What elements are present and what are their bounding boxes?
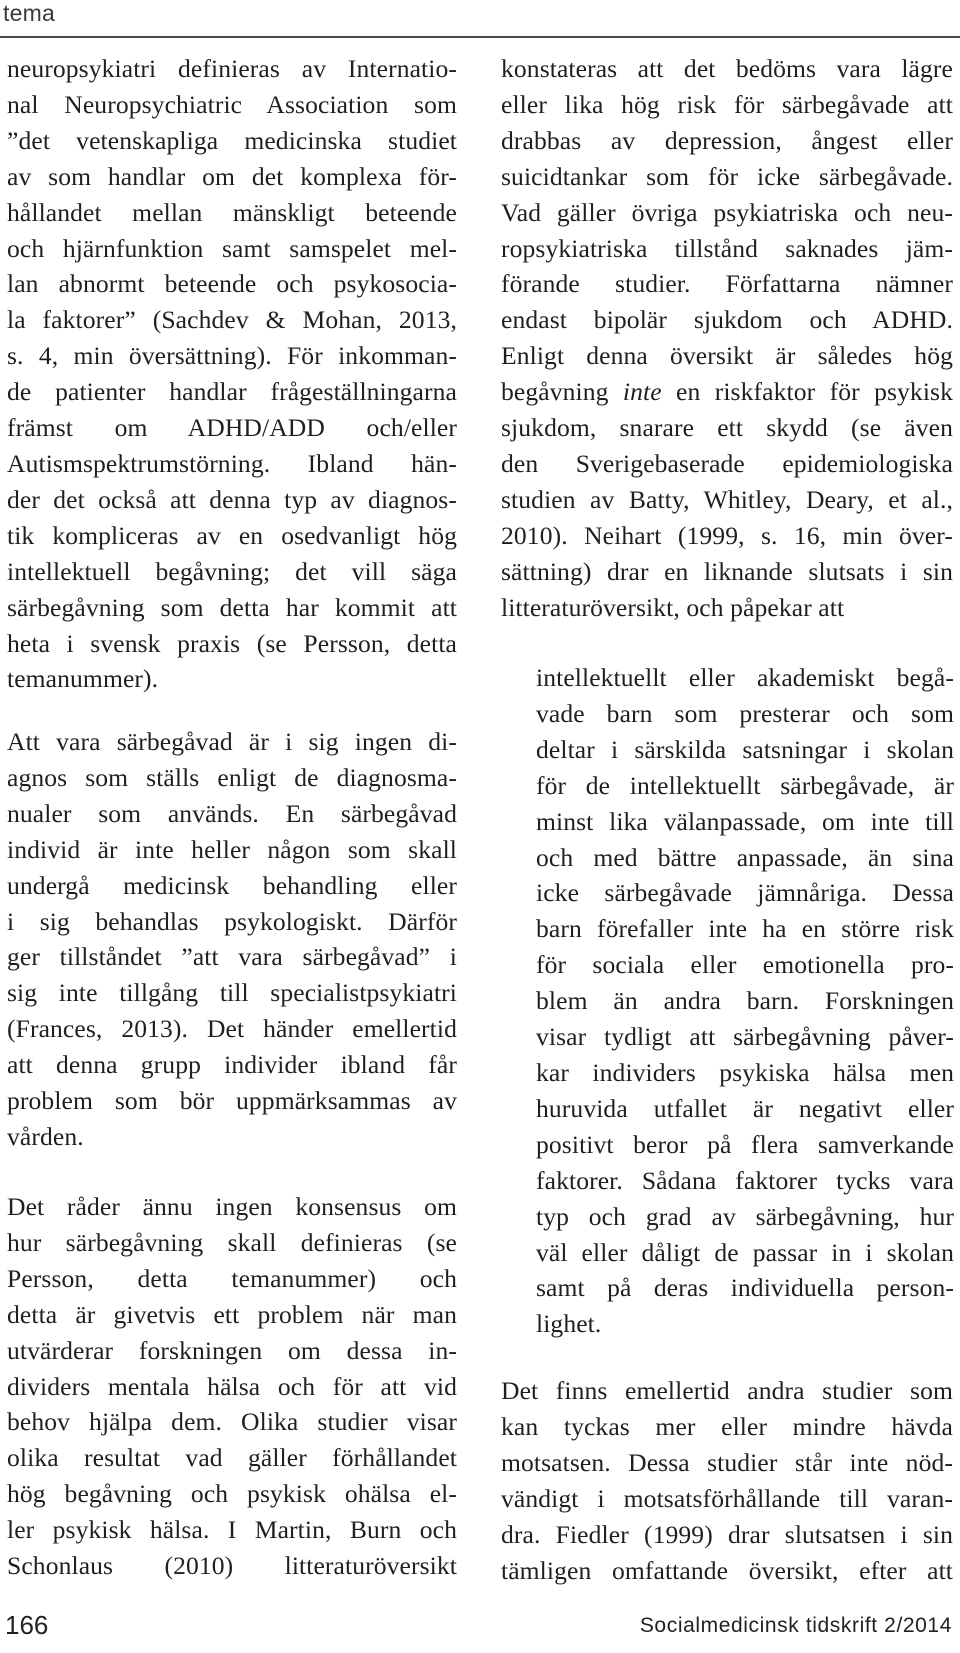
text-line: att denna grupp individer ibland får: [7, 1050, 457, 1080]
text-line: Vad gäller övriga psykiatriska och neu-: [501, 197, 953, 227]
text-line: suicidtankar som för icke särbegåvade.: [501, 161, 953, 191]
text-line: främst om ADHD/ADD och/eller: [7, 413, 457, 443]
text-line: kan tyckas mer eller mindre hävda: [501, 1411, 953, 1441]
text-line: studien av Batty, Whitley, Deary, et al.,: [501, 484, 953, 514]
text-line: ler psykisk hälsa. I Martin, Burn och: [7, 1515, 457, 1545]
right-paragraph-1: [501, 51, 953, 626]
text-line: ”det vetenskapliga medicinska studiet: [7, 125, 457, 155]
text-line: i sig behandlas psykologiskt. Därför: [7, 906, 457, 936]
text-line: utvärderar forskningen om dessa in-: [7, 1335, 457, 1365]
text-line: Autismspektrumstörning. Ibland hän-: [7, 448, 457, 478]
text-line: och hjärnfunktion samt samspelet mel-: [7, 233, 457, 263]
text-line: individ är inte heller någon som skall: [7, 834, 457, 864]
text-line: dra. Fiedler (1999) drar slutsatsen i sin: [501, 1519, 953, 1549]
text-line: hållandet mellan mänskligt beteende: [7, 197, 457, 227]
text-line: neuropsykiatri definieras av Internatio-: [7, 54, 457, 83]
text-line: vade barn som presterar och som: [536, 698, 954, 728]
text-line: tämligen omfattande översikt, efter att: [501, 1555, 953, 1585]
header-rule: [0, 36, 960, 38]
block-quote: [536, 660, 954, 1342]
text-line: samt på deras individuella person-: [536, 1273, 954, 1303]
text-line: ger tillståndet ”att vara särbegåvad” i: [7, 942, 457, 972]
text-line: visar tydligt att särbegåvning påver-: [536, 1022, 954, 1052]
page-number: 166: [5, 1610, 49, 1640]
text-line: der det också att denna typ av diagnos-: [7, 484, 457, 514]
text-line: väl eller dåligt de passar in i skolan: [536, 1237, 954, 1267]
text-line: konstateras att det bedöms vara lägre: [501, 54, 953, 83]
text-line: den Sverigebaserade epidemiologiska: [501, 448, 953, 478]
left-paragraph-2: [7, 724, 457, 1155]
text-line: intellektuellt eller akademiskt begå-: [536, 663, 954, 692]
text-line: tik kompliceras av en osedvanligt hög: [7, 520, 457, 550]
text-line: heta i svensk praxis (se Persson, detta: [7, 628, 457, 658]
text-line: vården.: [7, 1121, 84, 1151]
text-line: Persson, detta temanummer) och: [7, 1263, 457, 1293]
text-line: Det råder ännu ingen konsensus om: [7, 1192, 457, 1221]
left-paragraph-3: [7, 1189, 457, 1584]
text-line: lighet.: [536, 1309, 602, 1339]
journal-name: Socialmedicinsk tidskrift 2/2014: [639, 1614, 952, 1637]
text-line: positivt beror på flera samverkande: [536, 1129, 954, 1159]
text-line: av som handlar om det komplexa för-: [7, 161, 457, 191]
text-line: olika resultat vad gäller förhållandet: [7, 1443, 457, 1473]
text-line: (Frances, 2013). Det händer emellertid: [7, 1014, 457, 1044]
text-line: huruvida utfallet är negativt eller: [536, 1093, 954, 1123]
text-line: intellektuell begåvning; det vill säga: [7, 556, 457, 586]
right-paragraph-2: [501, 1373, 953, 1588]
text-line: hur särbegåvning skall definieras (se: [7, 1227, 457, 1257]
text-line: blem än andra barn. Forskningen: [536, 986, 954, 1016]
section-tag: tema: [3, 0, 55, 26]
text-line: och med bättre anpassade, än sina: [536, 842, 954, 872]
text-line: icke särbegåvade jämnåriga. Dessa: [536, 878, 954, 908]
text-line: temanummer).: [7, 664, 159, 694]
text-line: förande studier. Författarna nämner: [501, 269, 953, 299]
text-line: faktorer. Sådana faktorer tycks vara: [536, 1165, 954, 1195]
text-line: eller lika hög risk för särbegåvade att: [501, 89, 953, 119]
text-line: nualer som används. En särbegåvad: [7, 798, 457, 828]
text-line: motsatsen. Dessa studier står inte nöd-: [501, 1447, 953, 1477]
text-line: nal Neuropsychiatric Association som: [7, 89, 457, 119]
text-line: s. 4, min översättning). För inkomman-: [7, 341, 457, 371]
text-line: problem som bör uppmärksammas av: [7, 1086, 457, 1116]
text-line: sjukdom, snarare ett skydd (se även: [501, 413, 953, 443]
text-line: de patienter handlar frågeställningarna: [7, 377, 457, 407]
text-line: begåvning inte en riskfaktor för psykisk: [501, 377, 953, 407]
text-line: 2010). Neihart (1999, s. 16, min över-: [501, 520, 953, 550]
text-line: lan abnormt beteende och psykosocia-: [7, 269, 457, 299]
text-line: sättning) drar en liknande slutsats i sin: [501, 556, 953, 586]
left-paragraph-1: [7, 51, 457, 697]
text-line: barn förefaller inte ha en större risk: [536, 914, 954, 944]
text-line: ropsykiatriska tillstånd saknades jäm-: [501, 233, 953, 263]
text-line: litteraturöversikt, och påpekar att: [501, 592, 845, 622]
text-line: vändigt i motsatsförhållande till varan-: [501, 1483, 953, 1513]
text-line: hög begåvning och psykisk ohälsa el-: [7, 1479, 457, 1509]
text-line: la faktorer” (Sachdev & Mohan, 2013,: [7, 305, 457, 335]
text-line: deltar i särskilda satsningar i skolan: [536, 734, 954, 764]
text-line: Att vara särbegåvad är i sig ingen di-: [7, 727, 457, 756]
text-line: Enligt denna översikt är således hög: [501, 341, 953, 371]
text-line: minst lika välanpassade, om inte till: [536, 806, 954, 836]
text-line: behov hjälpa dem. Olika studier visar: [7, 1407, 457, 1437]
text-line: Schonlaus (2010) litteraturöversikt: [7, 1551, 457, 1581]
text-line: sig inte tillgång till specialistpsykiatri: [7, 978, 457, 1008]
text-line: agnos som ställs enligt de diagnosma-: [7, 762, 457, 792]
text-line: särbegåvning som detta har kommit att: [7, 592, 457, 622]
text-line: dividers mentala hälsa och för att vid: [7, 1371, 457, 1401]
text-line: drabbas av depression, ångest eller: [501, 125, 953, 155]
text-line: detta är givetvis ett problem när man: [7, 1299, 457, 1329]
text-line: undergå medicinsk behandling eller: [7, 870, 457, 900]
text-line: endast bipolär sjukdom och ADHD.: [501, 305, 953, 335]
text-line: kar individers psykiska hälsa men: [536, 1057, 954, 1087]
emphasis-word: inte: [622, 377, 662, 407]
text-line: för sociala eller emotionella pro-: [536, 950, 954, 980]
text-line: för de intellektuellt särbegåvade, är: [536, 770, 954, 800]
text-line: Det finns emellertid andra studier som: [501, 1376, 953, 1405]
text-line: typ och grad av särbegåvning, hur: [536, 1201, 954, 1231]
